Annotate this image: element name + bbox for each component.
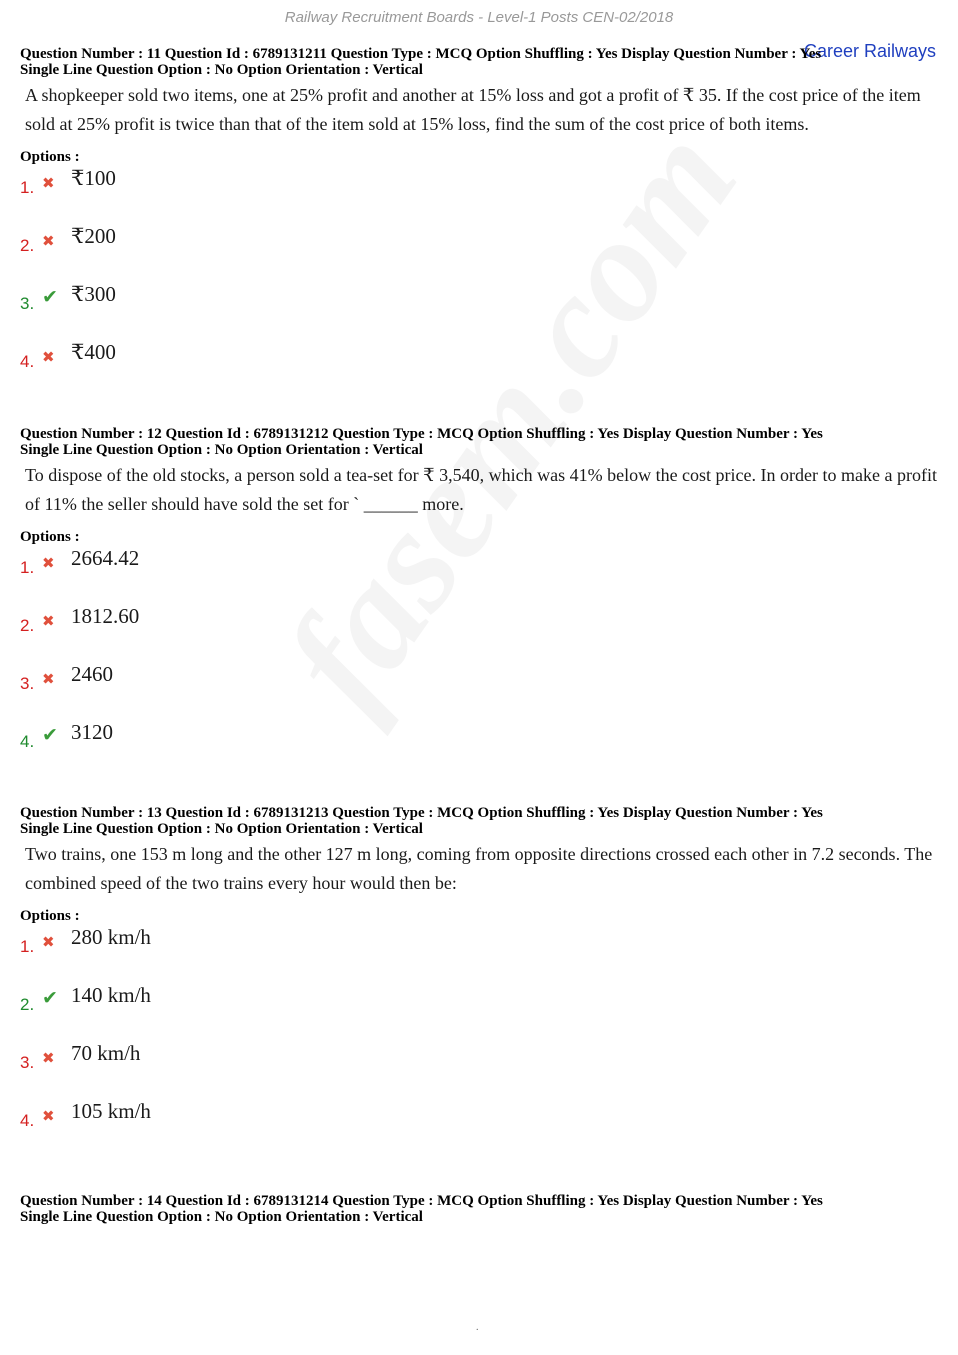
options-label: Options : xyxy=(20,529,80,545)
check-icon: ✔ xyxy=(42,987,58,1009)
option-number: 2. xyxy=(20,616,35,635)
option-number: 3. xyxy=(20,294,35,313)
option-text: 140 km/h xyxy=(71,983,151,1007)
option-text: ₹300 xyxy=(71,282,116,306)
options-label: Options : xyxy=(20,149,80,165)
cross-icon: ✖ xyxy=(42,670,55,688)
option-number: 3. xyxy=(20,1053,35,1072)
option-item[interactable] xyxy=(20,604,940,662)
option-item[interactable] xyxy=(20,166,940,224)
option-item[interactable] xyxy=(20,1041,940,1099)
option-text: 105 km/h xyxy=(71,1099,151,1123)
option-text: ₹100 xyxy=(71,166,116,190)
option-text: 70 km/h xyxy=(71,1041,141,1065)
question-meta-line2: Single Line Question Option : No Option Orientation : Vertical xyxy=(20,442,423,458)
option-number: 4. xyxy=(20,1111,35,1130)
question-text: To dispose of the old stocks, a person sold a tea-set for ₹ 3,540, which was 41% below the cost price. In order to make a profit of 11% the seller should have sold the set for ` ______ more. xyxy=(25,465,937,514)
option-number: 2. xyxy=(20,995,35,1014)
cross-icon: ✖ xyxy=(42,232,55,250)
option-item[interactable] xyxy=(20,662,940,720)
page-header-title: Railway Recruitment Boards - Level-1 Posts CEN-02/2018 xyxy=(284,9,674,26)
option-number: 1. xyxy=(20,558,35,577)
cross-icon: ✖ xyxy=(42,1049,55,1067)
question-meta-line1: Question Number : 11 Question Id : 6789131211 Question Type : MCQ Option Shuffling : Yes Display Question Number : Yes xyxy=(20,46,822,62)
option-text: 2664.42 xyxy=(71,546,140,570)
question-meta-line1: Question Number : 13 Question Id : 6789131213 Question Type : MCQ Option Shuffling : Yes Display Question Number : Yes xyxy=(20,805,823,821)
check-icon: ✔ xyxy=(42,286,58,308)
option-number: 4. xyxy=(20,732,35,751)
cross-icon: ✖ xyxy=(42,348,55,366)
option-item[interactable] xyxy=(20,282,940,340)
footer-mark: . xyxy=(476,1322,479,1333)
cross-icon: ✖ xyxy=(42,1107,55,1125)
question-block-13 xyxy=(20,805,940,1157)
cross-icon: ✖ xyxy=(42,554,55,572)
option-text: 1812.60 xyxy=(71,604,140,628)
option-text: 280 km/h xyxy=(71,925,151,949)
options-label: Options : xyxy=(20,908,80,924)
option-number: 4. xyxy=(20,352,35,371)
option-number: 3. xyxy=(20,674,35,693)
option-text: 2460 xyxy=(71,662,113,686)
option-item[interactable] xyxy=(20,224,940,282)
question-text: Two trains, one 153 m long and the other 127 m long, coming from opposite directions crossed each other in 7.2 seconds. The combined speed of the two trains every hour would then be: xyxy=(25,844,933,893)
option-item[interactable] xyxy=(20,720,940,778)
question-block-14 xyxy=(20,1193,940,1225)
option-number: 1. xyxy=(20,937,35,956)
question-block-12 xyxy=(20,426,940,778)
question-meta-line1: Question Number : 14 Question Id : 6789131214 Question Type : MCQ Option Shuffling : Yes Display Question Number : Yes xyxy=(20,1193,823,1209)
options-list xyxy=(20,166,940,398)
options-list xyxy=(20,925,940,1157)
question-meta-line2: Single Line Question Option : No Option Orientation : Vertical xyxy=(20,1209,423,1225)
option-text: 3120 xyxy=(71,720,113,744)
cross-icon: ✖ xyxy=(42,174,55,192)
question-text: A shopkeeper sold two items, one at 25% profit and another at 15% loss and got a profit of ₹ 35. If the cost price of the item sold at 25% profit is twice than that of the item sold at 15% loss, find the sum of the cost price of both items. xyxy=(25,85,921,134)
question-meta-line1: Question Number : 12 Question Id : 6789131212 Question Type : MCQ Option Shuffling : Yes Display Question Number : Yes xyxy=(20,426,823,442)
check-icon: ✔ xyxy=(42,724,58,746)
brand-link[interactable]: Career Railways xyxy=(803,41,936,61)
option-item[interactable] xyxy=(20,546,940,604)
option-item[interactable] xyxy=(20,925,940,983)
cross-icon: ✖ xyxy=(42,933,55,951)
option-text: ₹200 xyxy=(71,224,116,248)
option-item[interactable] xyxy=(20,340,940,398)
options-list xyxy=(20,546,940,778)
question-meta-line2: Single Line Question Option : No Option Orientation : Vertical xyxy=(20,821,423,837)
option-text: ₹400 xyxy=(71,340,116,364)
option-number: 2. xyxy=(20,236,35,255)
question-block-11 xyxy=(20,46,940,398)
option-number: 1. xyxy=(20,178,35,197)
question-meta-line2: Single Line Question Option : No Option Orientation : Vertical xyxy=(20,62,423,78)
cross-icon: ✖ xyxy=(42,612,55,630)
option-item[interactable] xyxy=(20,1099,940,1157)
option-item[interactable] xyxy=(20,983,940,1041)
